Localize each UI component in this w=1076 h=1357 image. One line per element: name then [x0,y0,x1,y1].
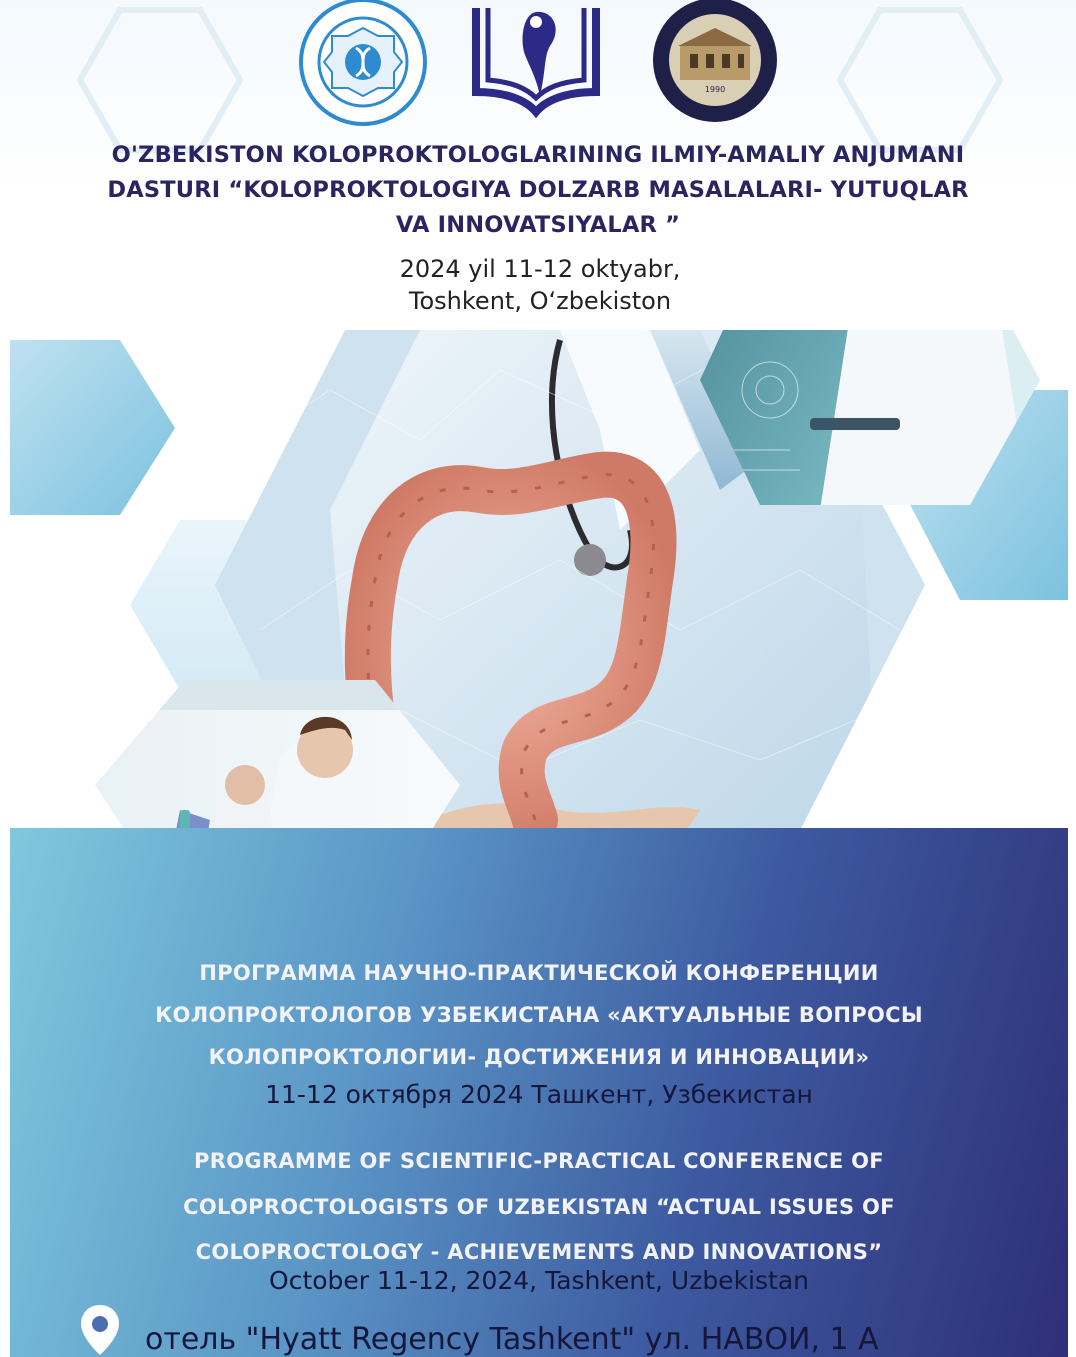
title-uzbek-line: O'ZBEKISTON KOLOPROKTOLOGLARINING ILMIY-AMALIY ANJUMANI [111,142,965,168]
title-english-line: COLOPROCTOLOGY - ACHIEVEMENTS AND INNOVATIONS” [195,1240,883,1264]
venue-address: отель "Hyatt Regency Tashkent" ул. НАВОИ, 1 А [145,1322,879,1357]
title-russian-line: КОЛОПРОКТОЛОГОВ УЗБЕКИСТАНА «АКТУАЛЬНЫЕ ВОПРОСЫ [155,1003,923,1027]
svg-text:1990: 1990 [704,85,726,94]
title-english-line: COLOPROCTOLOGISTS OF UZBEKISTAN “ACTUAL ISSUES OF [183,1194,895,1219]
logo-row [0,0,1076,140]
title-english [10,1139,1068,1276]
date-russian: 11-12 октября 2024 Ташкент, Узбекистан [265,1080,813,1109]
place-uzbek-line: Toshkent, Oʻzbekiston [408,287,672,315]
date-uzbek [330,253,750,317]
title-uzbek [40,138,1036,243]
date-english: October 11-12, 2024, Tashkent, Uzbekistan [269,1266,809,1295]
book-and-figure-emblem [466,0,606,120]
location-pin-icon [78,1303,122,1357]
title-uzbek-line: VA INNOVATSIYALAR ” [395,212,681,238]
title-russian-line: ПРОГРАММА НАУЧНО-ПРАКТИЧЕСКОЙ КОНФЕРЕНЦИИ [199,961,879,985]
title-uzbek-line: DASTURI “KOLOPROKTOLOGIYA DOLZARB MASALALARI- YUTUQLAR [107,177,969,203]
title-russian-line: КОЛОПРОКТОЛОГИИ- ДОСТИЖЕНИЯ И ИННОВАЦИИ» [208,1045,870,1069]
title-english-line: PROGRAMME OF SCIENTIFIC-PRACTICAL CONFERENCE OF [194,1149,884,1173]
ministry-of-health-seal [298,0,428,130]
title-russian [10,952,1068,1078]
date-uzbek-line: 2024 yil 11-12 oktyabr, [399,255,681,283]
university-building-seal [650,0,780,130]
